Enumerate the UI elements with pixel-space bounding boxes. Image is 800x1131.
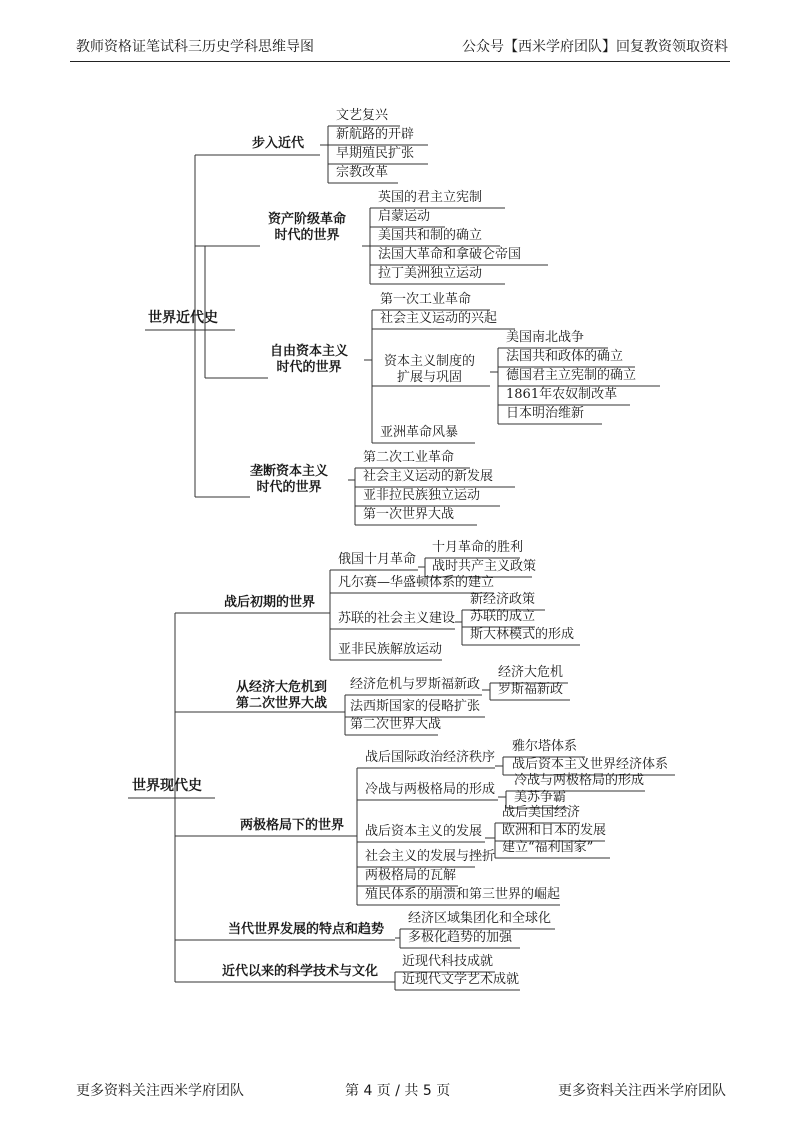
leaf-october-victory: 十月革命的胜利: [432, 540, 524, 555]
branch-bourgeois-revolution-line1: 资产阶级革命: [268, 212, 347, 227]
leaf-socialist-rise: 社会主义运动的兴起: [380, 311, 498, 326]
leaf-war-communism: 战时共产主义政策: [432, 559, 537, 574]
leaf-postwar-economy-system: 战后资本主义世界经济体系: [512, 757, 669, 772]
leaf-multipolarity: 多极化趋势的加强: [408, 930, 513, 945]
header-title: 教师资格证笔试科三历史学科思维导图: [76, 39, 314, 55]
branch-bourgeois-revolution-line2: 时代的世界: [274, 228, 340, 243]
leaf-us-soviet-rivalry: 美苏争霸: [514, 790, 567, 805]
branch-crisis-to-ww2: [236, 680, 327, 712]
leaf-science-achievements: 近现代科技成就: [402, 954, 494, 969]
leaf-fascist-expansion: 法西斯国家的侵略扩张: [350, 699, 481, 714]
footer-left: 更多资料关注西米学府团队: [76, 1083, 244, 1099]
branch-free-capitalism-line1: 自由资本主义: [270, 344, 349, 359]
leaf-german-monarchy: 德国君主立宪制的确立: [506, 368, 637, 383]
node-capitalist-development: 战后资本主义的发展: [365, 824, 483, 839]
node-postwar-order: 战后国际政治经济秩序: [365, 750, 496, 765]
leaf-yalta-system: 雅尔塔体系: [512, 739, 578, 754]
header-promo: 公众号【西米学府团队】回复教资领取资料: [462, 39, 728, 55]
leaf-french-republic: 法国共和政体的确立: [506, 349, 624, 364]
sub-capitalist-system-line1: 资本主义制度的: [384, 354, 476, 369]
leaf-cold-war-formation: 冷战与两极格局的形成: [514, 773, 645, 788]
leaf-reformation: 宗教改革: [336, 165, 389, 180]
branch-entering-modern: 步入近代: [252, 136, 305, 151]
leaf-asian-revolution: 亚洲革命风暴: [380, 425, 459, 440]
leaf-stalin-model: 斯大林模式的形成: [470, 627, 575, 642]
leaf-europe-japan: 欧洲和日本的发展: [502, 823, 607, 838]
leaf-ww1: 第一次世界大战: [363, 507, 455, 522]
footer-right: 更多资料关注西米学府团队: [558, 1083, 726, 1099]
leaf-roosevelt-new-deal: 罗斯福新政: [498, 682, 564, 697]
branch-monopoly-capitalism-line1: 垄断资本主义: [250, 464, 329, 479]
sub-capitalist-system: [384, 354, 475, 386]
sub-capitalist-system-line2: 扩展与巩固: [397, 370, 463, 385]
leaf-socialist-development: 社会主义运动的新发展: [363, 469, 494, 484]
branch-postwar-early: 战后初期的世界: [224, 595, 316, 610]
leaf-renaissance: 文艺复兴: [336, 108, 389, 123]
leaf-ww2: 第二次世界大战: [350, 717, 442, 732]
leaf-globalization: 经济区域集团化和全球化: [408, 911, 552, 926]
leaf-latin-america: 拉丁美洲独立运动: [378, 266, 483, 281]
node-cold-war: 冷战与两极格局的形成: [365, 782, 496, 797]
branch-contemporary-trends: 当代世界发展的特点和趋势: [228, 922, 385, 937]
leaf-ussr-founding: 苏联的成立: [470, 609, 536, 624]
leaf-1861-serf-reform: 1861年农奴制改革: [506, 387, 618, 402]
leaf-meiji-restoration: 日本明治维新: [506, 406, 585, 421]
leaf-american-republic: 美国共和制的确立: [378, 228, 483, 243]
branch-bipolar-world: 两极格局下的世界: [240, 818, 345, 833]
branch-monopoly-capitalism: [250, 464, 328, 496]
branch-monopoly-capitalism-line2: 时代的世界: [256, 480, 322, 495]
root-contemporary-history: 世界现代史: [132, 778, 202, 794]
leaf-early-colonial: 早期殖民扩张: [336, 146, 415, 161]
leaf-us-civil-war: 美国南北战争: [506, 330, 585, 345]
branch-bourgeois-revolution: [268, 212, 346, 244]
leaf-welfare-state: 建立“福利国家”: [502, 840, 594, 855]
leaf-constitutional-monarchy: 英国的君主立宪制: [378, 190, 483, 205]
node-october-revolution: 俄国十月革命: [338, 552, 417, 567]
leaf-bipolar-collapse: 两极格局的瓦解: [365, 868, 457, 883]
branch-crisis-to-ww2-line2: 第二次世界大战: [236, 696, 328, 711]
leaf-literature-art: 近现代文学艺术成就: [402, 972, 520, 987]
node-soviet-construction: 苏联的社会主义建设: [338, 611, 456, 626]
leaf-new-sea-routes: 新航路的开辟: [336, 127, 415, 142]
leaf-afro-asian-latin-independence: 亚非拉民族独立运动: [363, 488, 481, 503]
page-number: 第 4 页 / 共 5 页: [345, 1083, 451, 1099]
leaf-afro-asian-liberation: 亚非民族解放运动: [338, 642, 443, 657]
leaf-third-world-rise: 殖民体系的崩溃和第三世界的崛起: [365, 887, 561, 902]
branch-crisis-to-ww2-line1: 从经济大危机到: [236, 680, 328, 695]
leaf-us-economy: 战后美国经济: [502, 805, 581, 820]
leaf-nep: 新经济政策: [470, 592, 536, 607]
leaf-second-industrial: 第二次工业革命: [363, 450, 455, 465]
leaf-enlightenment: 启蒙运动: [378, 209, 431, 224]
leaf-socialism-setbacks: 社会主义的发展与挫折: [365, 849, 496, 864]
branch-free-capitalism: [270, 344, 348, 376]
leaf-versailles-washington: 凡尔赛—华盛顿体系的建立: [338, 575, 495, 590]
leaf-first-industrial: 第一次工业革命: [380, 292, 472, 307]
branch-free-capitalism-line2: 时代的世界: [276, 360, 342, 375]
leaf-great-depression: 经济大危机: [498, 665, 564, 680]
branch-science-culture: 近代以来的科学技术与文化: [222, 964, 379, 979]
leaf-french-revolution: 法国大革命和拿破仑帝国: [378, 247, 522, 262]
node-crisis-new-deal: 经济危机与罗斯福新政: [350, 677, 481, 692]
root-modern-history: 世界近代史: [148, 310, 218, 326]
